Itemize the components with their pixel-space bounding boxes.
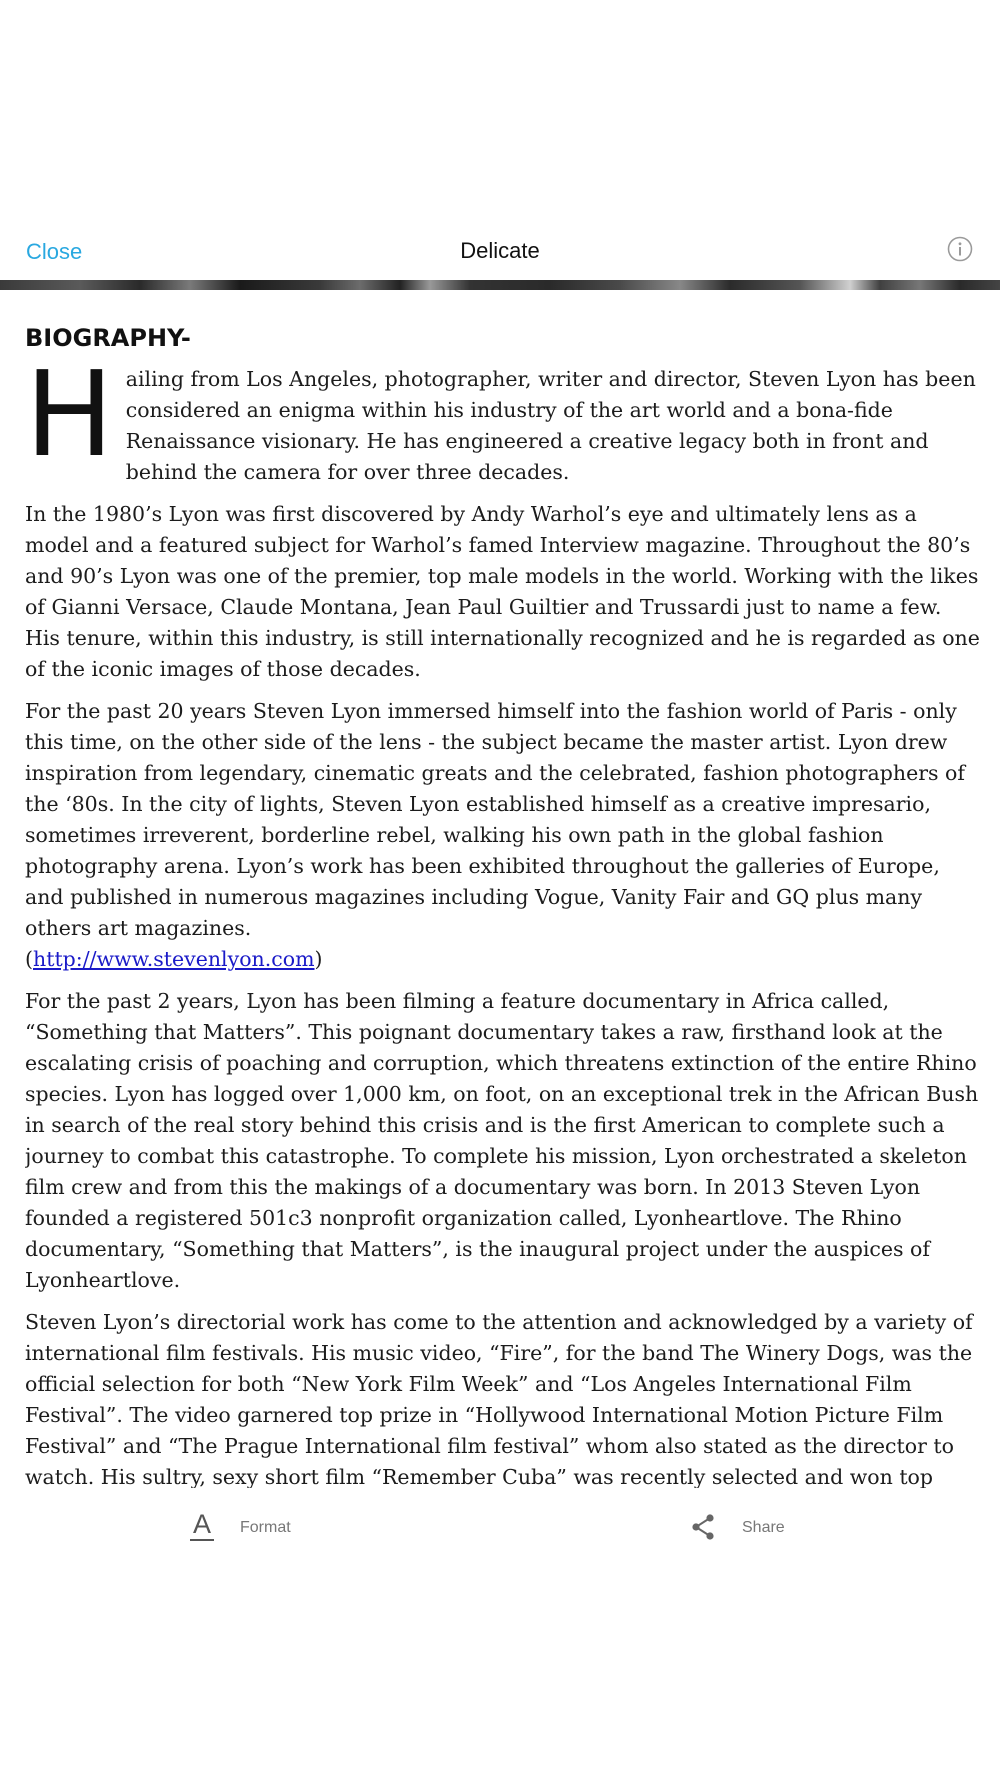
link-close-paren: ): [314, 947, 323, 971]
format-label: Format: [240, 1519, 291, 1536]
paragraph-1: [25, 345, 980, 488]
article-body[interactable]: [25, 318, 980, 1488]
info-icon[interactable]: [947, 236, 973, 262]
format-underline: [190, 1539, 214, 1541]
website-link[interactable]: http://www.stevenlyon.com: [33, 947, 315, 971]
paragraph-1-text: ailing from Los Angeles, photographer, writer and director, Steven Lyon has been considered an enigma within his industry of the art world and a bona-fide Renaissance visionary. He has engineered a creative legacy both in front and behind the camera for over three decades.: [125, 367, 976, 484]
article-heading: BIOGRAPHY-: [25, 324, 191, 352]
link-open-paren: (: [25, 947, 33, 971]
share-label: Share: [742, 1519, 785, 1536]
paragraph-2: In the 1980’s Lyon was first discovered by Andy Warhol’s eye and ultimately lens as a model and a featured subject for Warhol’s famed Interview magazine. Throughout the 80’s and 90’s Lyon was one of the premier, top male models in the world. Working with the likes of Gianni Versace, Claude Montana, Jean Paul Guiltier and Trussardi just to name a few. His tenure, within this industry, is still internationally recognized and he is regarded as one of the iconic images of those decades.: [25, 502, 980, 681]
page-title: Delicate: [460, 238, 540, 263]
text-format-icon: A: [192, 1509, 211, 1539]
paragraph-5: Steven Lyon’s directorial work has come to the attention and acknowledged by a variety of international film festivals. His music video, “Fire”, for the band The Winery Dogs, was the official selection for both “New York Film Week” and “Los Angeles International Film Festival”. The video garnered top prize in “Hollywood International Motion Picture Film Festival” and “The Prague International film festival” whom also stated as the director to watch. His sultry, sexy short film “Remember Cuba” was recently selected and won top: [25, 1310, 973, 1488]
close-button[interactable]: Close: [26, 239, 83, 264]
header-image-strip: [0, 280, 1000, 290]
top-bar: [0, 222, 1000, 280]
bottom-toolbar: [0, 1495, 1000, 1565]
paragraph-3: [25, 696, 980, 975]
share-icon: [690, 1513, 716, 1541]
paragraph-3-text: For the past 20 years Steven Lyon immersed himself into the fashion world of Paris - only this time, on the other side of the lens - the subject became the master artist. Lyon drew inspiration from legendary, cinematic greats and the celebrated, fashion photographers of the ‘80s. In the city of lights, Steven Lyon established himself as a creative impresario, sometimes irreverent, borderline rebel, walking his own path in the global fashion photography arena. Lyon’s work has been exhibited throughout the galleries of Europe, and published in numerous magazines including Vogue, Vanity Fair and GQ plus many others art magazines.: [25, 699, 965, 940]
paragraph-4: For the past 2 years, Lyon has been filming a feature documentary in Africa called, “Something that Matters”. This poignant documentary takes a raw, firsthand look at the escalating crisis of poaching and corruption, which threatens extinction of the entire Rhino species. Lyon has logged over 1,000 km, on foot, on an exceptional trek in the African Bush in search of the real story behind this crisis and is the first American to complete such a journey to combat this catastrophe. To complete his mission, Lyon orchestrated a skeleton film crew and from this the makings of a documentary was born. In 2013 Steven Lyon founded a registered 501c3 nonprofit organization called, Lyonheartlove. The Rhino documentary, “Something that Matters”, is the inaugural project under the auspices of Lyonheartlove.: [25, 989, 979, 1292]
drop-cap: H: [25, 345, 114, 483]
